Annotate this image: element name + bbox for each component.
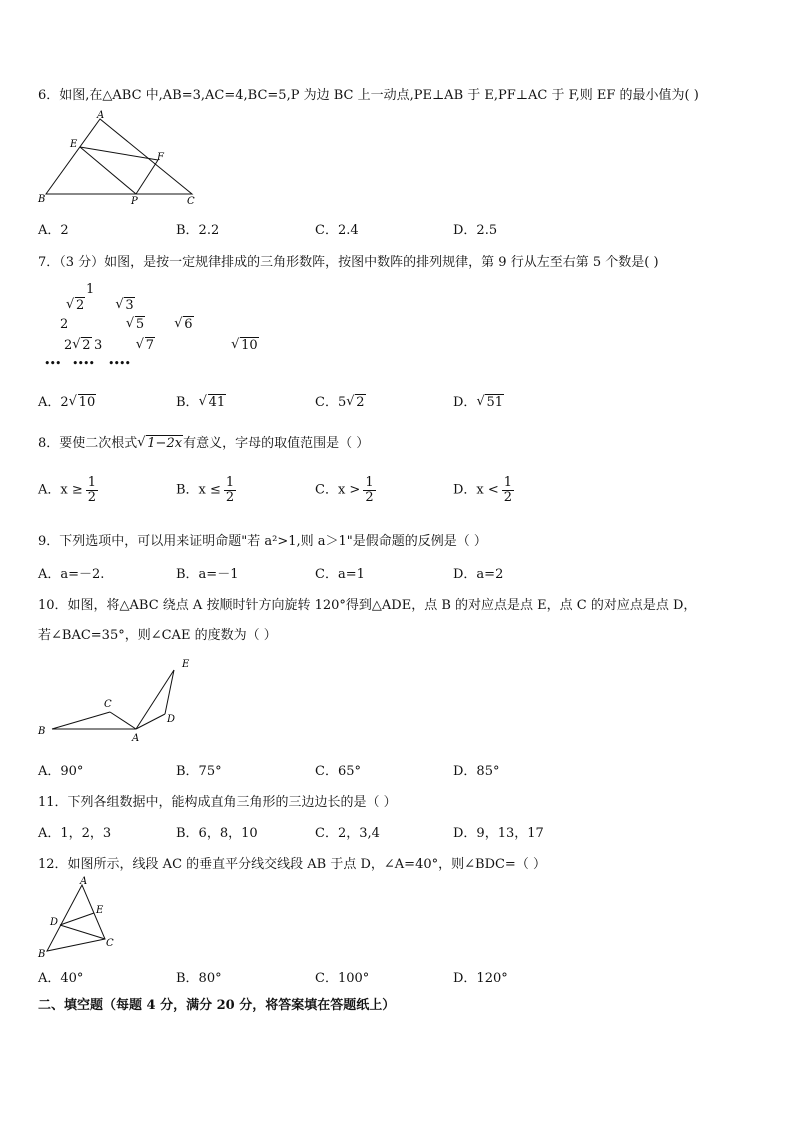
q7-r4-c4: 3 <box>94 338 103 353</box>
q7-r3-c3: √ 6 <box>174 317 193 332</box>
q6-text: 6．如图,在△ABC 中,AB=3,AC=4,BC=5,P 为边 BC 上一动点,PE⊥AB 于 E,PF⊥AC 于 F,则 EF 的最小值为( ) <box>38 88 699 103</box>
q7-r4-c5: √ 10 <box>231 338 259 353</box>
q6-label-e: E <box>70 139 78 150</box>
q12-option-b[interactable]: B．80° <box>176 971 222 986</box>
q7-r4-c2: 2√ 2 <box>64 338 92 353</box>
q7-dots-3: •••• <box>108 357 130 370</box>
q10-option-b[interactable]: B．75° <box>176 764 222 779</box>
q7-dots-2: •••• <box>72 357 94 370</box>
q11-option-a[interactable]: A．1，2，3 <box>38 826 112 841</box>
q7-dots-1: ••• <box>44 357 61 370</box>
q9-option-a[interactable]: A．a=－2. <box>38 567 105 582</box>
q12-option-d[interactable]: D．120° <box>453 971 508 986</box>
q10-label-d: D <box>167 714 176 725</box>
q12-option-a[interactable]: A．40° <box>38 971 84 986</box>
q9-option-b[interactable]: B．a=－1 <box>176 567 239 582</box>
q7-option-a[interactable]: A．2√ 10 <box>38 391 96 410</box>
q12-label-b: B <box>38 949 46 960</box>
q6-label-b: B <box>38 194 46 205</box>
q10-label-e: E <box>182 659 190 670</box>
q7-text: 7．（3 分）如图，是按一定规律排成的三角形数阵，按图中数阵的排列规律，第 9 行从左至右第 5 个数是( ) <box>38 255 659 270</box>
q12-text: 12．如图所示，线段 AC 的垂直平分线交线段 AB 于点 D，∠A=40°，则∠BDC=（ ） <box>38 857 546 872</box>
q6-label-p: P <box>131 196 138 206</box>
q10-figure <box>36 652 196 744</box>
q7-option-d[interactable]: D．√ 51 <box>453 391 504 410</box>
q11-option-b[interactable]: B．6，8，10 <box>176 826 258 841</box>
q12-label-e: E <box>96 905 104 916</box>
q10-label-a: A <box>132 733 140 744</box>
q7-r1-c1: 1 <box>86 282 95 297</box>
q9-option-d[interactable]: D．a=2 <box>453 567 504 582</box>
q7-r4-c1: √ 7 <box>136 338 155 353</box>
q8-option-b[interactable]: B．x ≤ $\frac{1}{2}$ <box>176 475 235 505</box>
q6-option-c[interactable]: C．2.4 <box>315 223 359 238</box>
q12-label-d: D <box>50 917 59 928</box>
q7-option-b[interactable]: B．√ 41 <box>176 391 226 410</box>
q7-r3-c1: 2 <box>60 317 69 332</box>
q8-option-c[interactable]: C．x > $\frac{1}{2}$ <box>315 475 374 505</box>
q10-label-c: C <box>104 699 112 710</box>
q10-line2: 若∠BAC=35°，则∠CAE 的度数为（ ） <box>38 628 277 643</box>
q9-option-c[interactable]: C．a=1 <box>315 567 365 582</box>
q7-r3-c2: √ 5 <box>126 317 145 332</box>
q7-r2-c1: √ 2 <box>66 298 85 313</box>
q7-option-c[interactable]: C．5√ 2 <box>315 391 366 410</box>
q6-label-f: F <box>157 152 164 163</box>
q10-line1: 10．如图，将△ABC 绕点 A 按顺时针方向旋转 120°得到△ADE，点 B 的对应点是点 E，点 C 的对应点是点 D， <box>38 598 697 613</box>
q12-label-c: C <box>106 938 114 949</box>
q10-label-b: B <box>38 726 46 737</box>
q8-text: 8．要使二次根式√ 1−2x有意义，字母的取值范围是（ ） <box>38 432 369 451</box>
q6-option-a[interactable]: A．2 <box>38 223 69 238</box>
q8-option-a[interactable]: A．x ≥ $\frac{1}{2}$ <box>38 475 97 505</box>
q10-option-c[interactable]: C．65° <box>315 764 361 779</box>
q11-option-c[interactable]: C．2，3,4 <box>315 826 380 841</box>
section-heading: 二、填空题（每题 4 分，满分 20 分，将答案填在答题纸上） <box>38 998 396 1013</box>
q10-option-d[interactable]: D．85° <box>453 764 500 779</box>
q7-r2-c2: √ 3 <box>115 298 134 313</box>
q10-option-a[interactable]: A．90° <box>38 764 84 779</box>
q8-option-d[interactable]: D．x < $\frac{1}{2}$ <box>453 475 513 505</box>
q6-option-d[interactable]: D．2.5 <box>453 223 498 238</box>
q6-label-c: C <box>187 196 195 206</box>
q12-option-c[interactable]: C．100° <box>315 971 370 986</box>
q6-figure <box>36 110 201 206</box>
q12-figure <box>36 876 120 960</box>
q6-option-b[interactable]: B．2.2 <box>176 223 220 238</box>
q11-text: 11．下列各组数据中，能构成直角三角形的三边边长的是（ ） <box>38 795 397 810</box>
q11-option-d[interactable]: D．9，13，17 <box>453 826 544 841</box>
q9-text: 9．下列选项中，可以用来证明命题"若 a²>1,则 a＞1"是假命题的反例是（ ） <box>38 534 487 549</box>
q12-label-a: A <box>80 876 88 887</box>
q6-label-a: A <box>97 110 105 121</box>
